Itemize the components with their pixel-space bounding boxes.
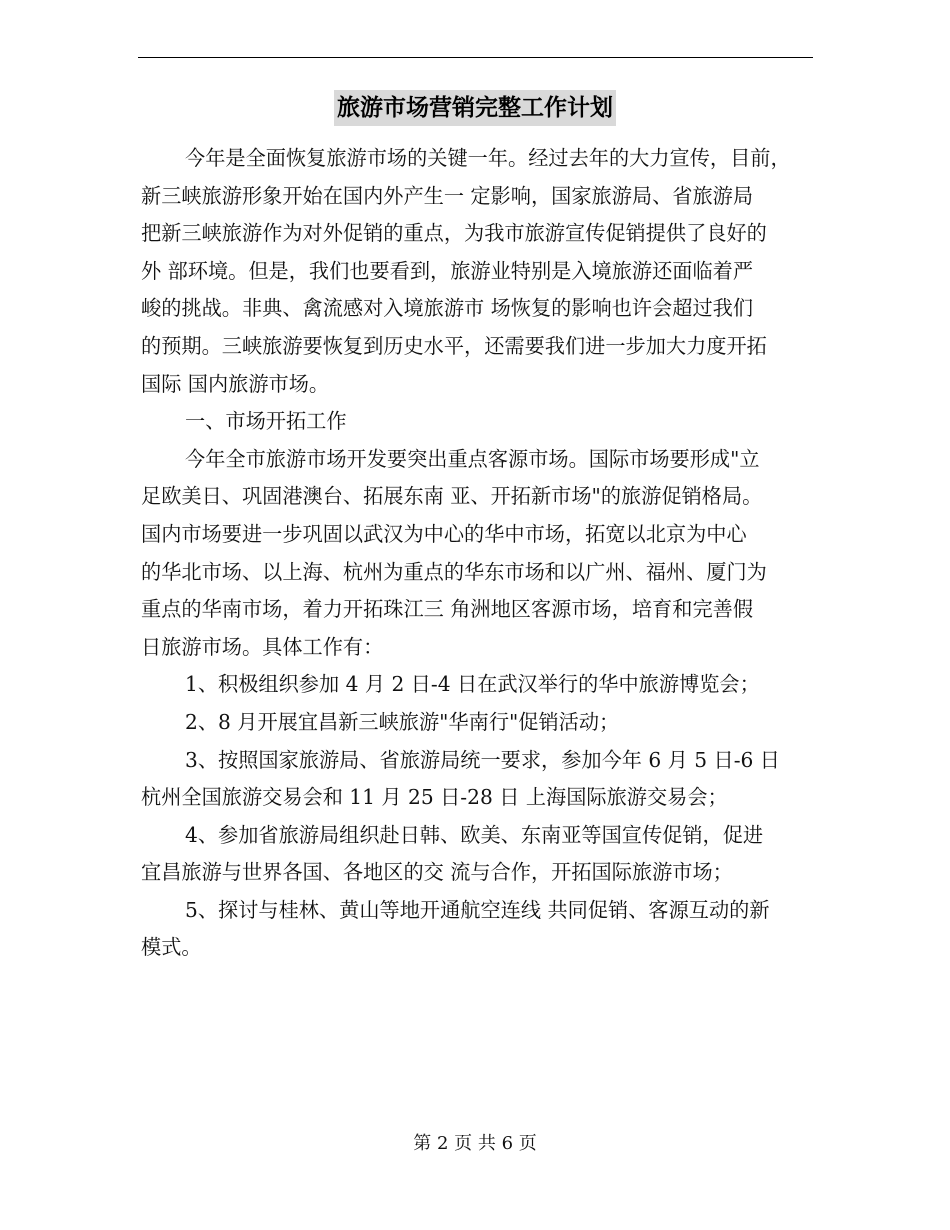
text-line: 新三峡旅游形象开始在国内外产生一 定影响，国家旅游局、省旅游局: [141, 183, 754, 208]
text-line: 的预期。三峡旅游要恢复到历史水平，还需要我们进一步加大力度开拓: [141, 333, 767, 358]
text-line: 国际 国内旅游市场。: [141, 371, 330, 396]
text-line: 3、按照国家旅游局、省旅游局统一要求，参加今年 6 月 5 日-6 日: [185, 747, 780, 772]
text-line: 杭州全国旅游交易会和 11 月 25 日-28 日 上海国际旅游交易会；: [141, 785, 728, 810]
text-line: 今年全市旅游市场开发要突出重点客源市场。国际市场要形成"立: [185, 446, 760, 471]
text-line: 国内市场要进一步巩固以武汉为中心的华中市场，拓宽以北京为中心: [141, 521, 747, 546]
text-line: 把新三峡旅游作为对外促销的重点，为我市旅游宣传促销提供了良好的: [141, 221, 767, 246]
text-line: 模式。: [141, 935, 202, 960]
title-container: [0, 90, 950, 126]
document-title: 旅游市场营销完整工作计划: [334, 90, 616, 126]
text-line: 4、参加省旅游局组织赴日韩、欧美、东南亚等国宣传促销，促进: [185, 822, 764, 847]
text-line: 足欧美日、巩固港澳台、拓展东南 亚、开拓新市场"的旅游促销格局。: [141, 484, 763, 509]
text-line: 今年是全面恢复旅游市场的关键一年。经过去年的大力宣传，目前，: [185, 146, 791, 170]
header-rule: [138, 57, 813, 58]
text-line: 一、市场开拓工作: [185, 409, 347, 434]
text-line: 的华北市场、以上海、杭州为重点的华东市场和以广州、福州、厦门为: [141, 559, 767, 584]
text-line: 2、8 月开展宜昌新三峡旅游"华南行"促销活动；: [185, 709, 620, 734]
text-line: 日旅游市场。具体工作有：: [141, 634, 384, 659]
text-line: 峻的挑战。非典、禽流感对入境旅游市 场恢复的影响也许会超过我们: [141, 296, 754, 321]
text-line: 1、积极组织参加 4 月 2 日-4 日在武汉举行的华中旅游博览会；: [185, 672, 760, 697]
document-body: [141, 140, 816, 967]
text-line: 外 部环境。但是，我们也要看到，旅游业特别是入境旅游还面临着严: [141, 258, 754, 283]
text-line: 重点的华南市场，着力开拓珠江三 角洲地区客源市场，培育和完善假: [141, 597, 754, 622]
page-footer: 第 2 页 共 6 页: [413, 1133, 537, 1154]
text-line: 宜昌旅游与世界各国、各地区的交 流与合作，开拓国际旅游市场；: [141, 860, 733, 885]
text-line: 5、探讨与桂林、黄山等地开通航空连线 共同促销、客源互动的新: [185, 897, 770, 922]
